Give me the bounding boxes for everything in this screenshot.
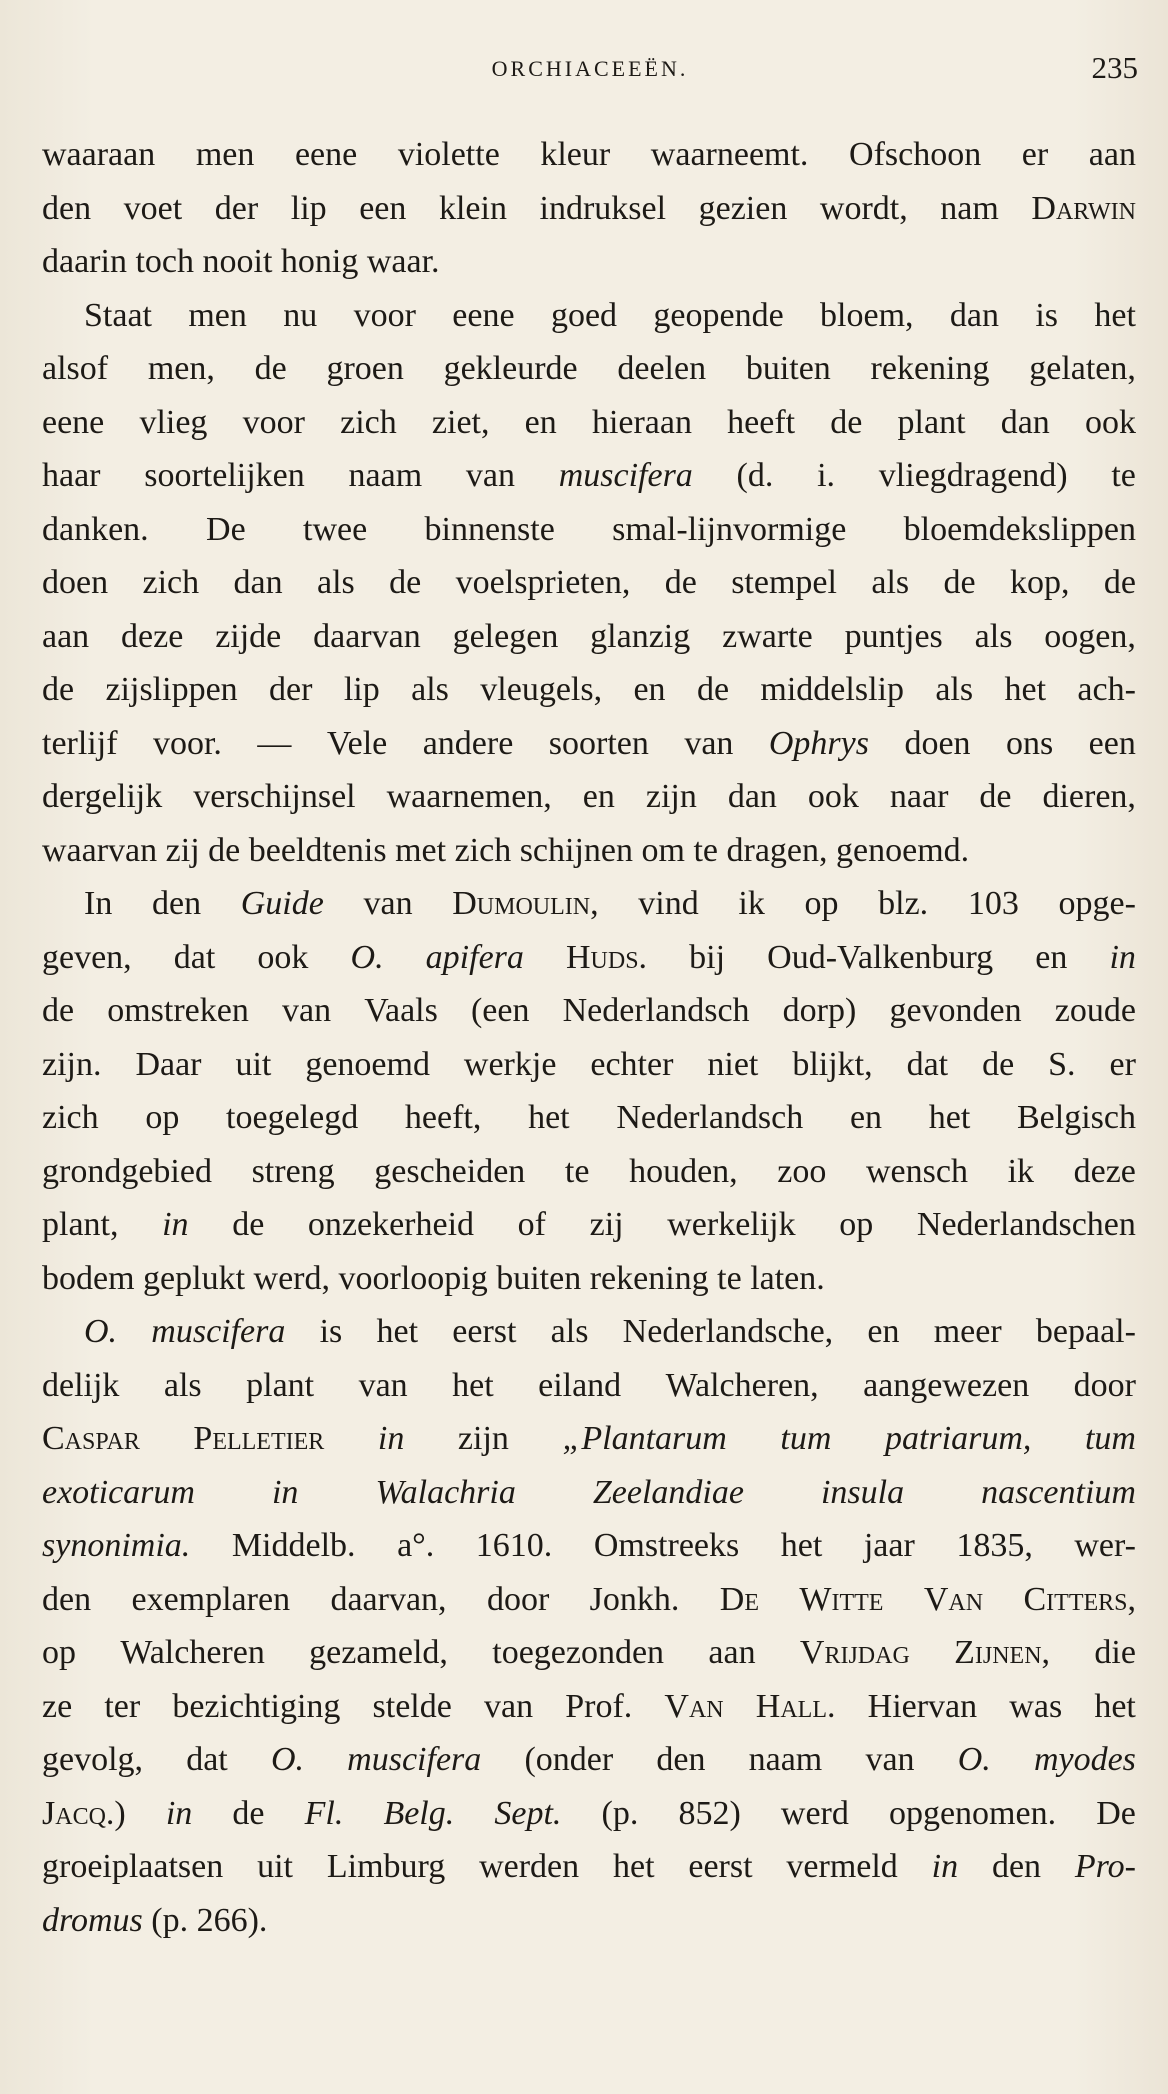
- text-line: Jacq.) in de Fl. Belg. Sept. (p. 852) werd opgenomen. De: [42, 1794, 1136, 1832]
- text-line: plant, in de onzekerheid of zij werkelijk op Nederlandschen: [42, 1206, 1136, 1243]
- text-line: dromus (p. 266).: [42, 1901, 268, 1939]
- text-line: In den Guide van Dumoulin, vind ik op blz. 103 opge-: [84, 885, 1136, 922]
- text-line: de zijslippen der lip als vleugels, en de middelslip als het ach-: [42, 671, 1136, 708]
- text-line: ze ter bezichtiging stelde van Prof. Van Hall. Hiervan was het: [42, 1687, 1136, 1725]
- text-line: synonimia. Middelb. a°. 1610. Omstreeks het jaar 1835, wer-: [42, 1527, 1136, 1564]
- text-line: danken. De twee binnenste smal-lijnvormige bloemdekslippen: [42, 510, 1136, 548]
- text-line: aan deze zijde daarvan gelegen glanzig zwarte puntjes als oogen,: [42, 617, 1136, 655]
- text-line: de omstreken van Vaals (een Nederlandsch dorp) gevonden zoude: [42, 992, 1136, 1029]
- text-line: bodem geplukt werd, voorloopig buiten rekening te laten.: [42, 1259, 825, 1297]
- text-line: den voet der lip een klein indruksel gezien wordt, nam Darwin: [42, 189, 1136, 227]
- text-line: daarin toch nooit honig waar.: [42, 243, 440, 280]
- text-line: grondgebied streng gescheiden te houden, zoo wensch ik deze: [42, 1152, 1136, 1190]
- text-line: Staat men nu voor eene goed geopende bloem, dan is het: [84, 296, 1136, 334]
- text-line: O. muscifera is het eerst als Nederlandsche, en meer bepaal-: [84, 1313, 1136, 1350]
- running-head: ORCHIACEEËN.: [491, 56, 689, 81]
- text-line: delijk als plant van het eiland Walcheren, aangewezen door: [42, 1366, 1136, 1404]
- text-line: op Walcheren gezameld, toegezonden aan Vrijdag Zijnen, die: [42, 1634, 1136, 1671]
- text-line: Caspar Pelletier in zijn „Plantarum tum patriarum, tum: [42, 1420, 1136, 1457]
- text-line: gevolg, dat O. muscifera (onder den naam van O. myodes: [42, 1741, 1136, 1778]
- text-line: alsof men, de groen gekleurde deelen buiten rekening gelaten,: [42, 350, 1136, 387]
- page-number: 235: [1091, 50, 1138, 85]
- body-text: [42, 128, 1136, 1947]
- text-line: geven, dat ook O. apifera Huds. bij Oud-Valkenburg en in: [42, 938, 1136, 976]
- text-line: zich op toegelegd heeft, het Nederlandsch en het Belgisch: [42, 1099, 1136, 1136]
- text-line: exoticarum in Walachria Zeelandiae insula nascentium: [42, 1473, 1136, 1511]
- text-line: eene vlieg voor zich ziet, en hieraan heeft de plant dan ook: [42, 403, 1136, 441]
- text-line: dergelijk verschijnsel waarnemen, en zijn dan ook naar de dieren,: [42, 778, 1136, 815]
- text-line: haar soortelijken naam van muscifera (d. i. vliegdragend) te: [42, 457, 1136, 494]
- text-line: doen zich dan als de voelsprieten, de stempel als de kop, de: [42, 564, 1136, 601]
- text-line: den exemplaren daarvan, door Jonkh. De Witte Van Citters,: [42, 1580, 1136, 1618]
- text-line: waaraan men eene violette kleur waarneemt. Ofschoon er aan: [42, 136, 1136, 173]
- text-line: zijn. Daar uit genoemd werkje echter niet blijkt, dat de S. er: [42, 1045, 1136, 1083]
- text-line: waarvan zij de beeldtenis met zich schijnen om te dragen, genoemd.: [42, 831, 970, 869]
- page-header: [42, 50, 1138, 90]
- text-line: terlijf voor. — Vele andere soorten van Ophrys doen ons een: [42, 724, 1136, 762]
- text-line: groeiplaatsen uit Limburg werden het eerst vermeld in den Pro-: [42, 1848, 1136, 1885]
